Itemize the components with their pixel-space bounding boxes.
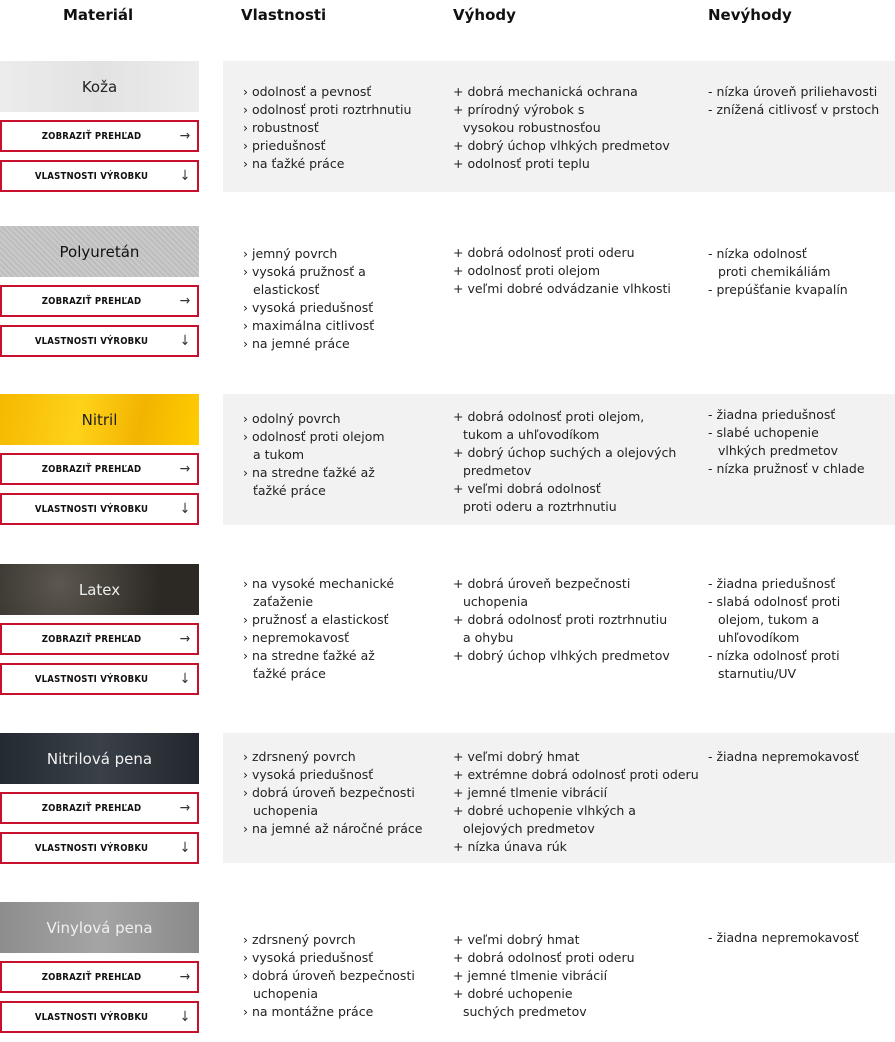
- cons-list-line: uhľovodíkom: [718, 630, 800, 645]
- pros-list-line: + veľmi dobrá odolnosť: [453, 481, 601, 496]
- pros-list-line: + odolnosť proti olejom: [453, 263, 601, 278]
- material-swatch: [0, 564, 199, 615]
- pros-list-line: + dobrý úchop vlhkých predmetov: [453, 648, 670, 663]
- pros-list-line: + dobrá odolnosť proti roztrhnutiu: [453, 612, 668, 627]
- pros-list-line: uchopenia: [463, 594, 529, 609]
- cons-list: [708, 83, 879, 119]
- pros-list-line: + nízka únava rúk: [453, 839, 567, 854]
- arrow-right-icon: →: [179, 128, 191, 144]
- material-swatch: [0, 61, 199, 112]
- pros-list: [453, 244, 671, 298]
- properties-list: [243, 575, 394, 683]
- pros-list-line: + dobrá mechanická ochrana: [453, 84, 638, 99]
- cons-list-line: olejom, tukom a: [718, 612, 820, 627]
- product-properties-button-label: VLASTNOSTI VÝROBKU: [34, 335, 149, 347]
- pros-list-line: + veľmi dobrý hmat: [453, 932, 580, 947]
- cons-list-line: - slabé uchopenie: [708, 425, 819, 440]
- pros-list: [453, 575, 670, 665]
- pros-list-line: + jemné tlmenie vibrácií: [453, 785, 608, 800]
- cons-list-line: - žiadna priedušnosť: [708, 407, 836, 422]
- properties-list-line: › dobrá úroveň bezpečnosti: [243, 785, 415, 800]
- pros-list-line: + jemné tlmenie vibrácií: [453, 968, 608, 983]
- pros-list-line: + dobrý úchop vlhkých predmetov: [453, 138, 670, 153]
- arrow-down-icon: ↓: [179, 1009, 191, 1025]
- material-row: [0, 564, 895, 733]
- material-swatch: [0, 902, 199, 953]
- cons-list-line: - žiadna nepremokavosť: [708, 930, 859, 945]
- cons-list-line: - prepúšťanie kvapalín: [708, 282, 848, 297]
- properties-list-line: › dobrá úroveň bezpečnosti: [243, 968, 415, 983]
- cons-list-line: - slabá odolnosť proti: [708, 594, 841, 609]
- properties-list: [243, 245, 374, 353]
- material-name: Nitril: [81, 410, 118, 429]
- properties-list-line: › maximálna citlivosť: [243, 318, 375, 333]
- cons-list: [708, 245, 848, 299]
- properties-list-line: › zdrsnený povrch: [243, 749, 356, 764]
- properties-list: [243, 83, 411, 173]
- pros-list-line: tukom a uhľovodíkom: [463, 427, 600, 442]
- pros-list-line: + dobré uchopenie: [453, 986, 573, 1001]
- cons-list-line: - nízka odolnosť proti: [708, 648, 840, 663]
- header-cons: Nevýhody: [708, 6, 792, 24]
- product-properties-button[interactable]: [0, 1001, 199, 1033]
- material-swatch: [0, 733, 199, 784]
- arrow-right-icon: →: [179, 969, 191, 985]
- properties-list-line: › na stredne ťažké až: [243, 465, 375, 480]
- arrow-down-icon: ↓: [179, 501, 191, 517]
- properties-list-line: › jemný povrch: [243, 246, 338, 261]
- pros-list-line: suchých predmetov: [463, 1004, 587, 1019]
- show-overview-button[interactable]: [0, 623, 199, 655]
- cons-list-line: - znížená citlivosť v prstoch: [708, 102, 880, 117]
- material-row: [0, 226, 895, 395]
- cons-list-line: - nízka úroveň priliehavosti: [708, 84, 878, 99]
- product-properties-button[interactable]: [0, 325, 199, 357]
- material-swatch: [0, 394, 199, 445]
- show-overview-button[interactable]: [0, 961, 199, 993]
- cons-list-line: - nízka pružnosť v chlade: [708, 461, 865, 476]
- product-properties-button-label: VLASTNOSTI VÝROBKU: [34, 503, 149, 515]
- show-overview-button[interactable]: [0, 120, 199, 152]
- material-row: [0, 733, 895, 863]
- pros-list-line: a ohybu: [463, 630, 514, 645]
- properties-list-line: › nepremokavosť: [243, 630, 350, 645]
- pros-list-line: + dobrá úroveň bezpečnosti: [453, 576, 631, 591]
- header-material: Materiál: [63, 6, 134, 24]
- arrow-right-icon: →: [179, 461, 191, 477]
- properties-list-line: › vysoká priedušnosť: [243, 767, 374, 782]
- properties-list-line: elastickosť: [253, 282, 320, 297]
- cons-list: [708, 929, 859, 947]
- properties-list-line: › vysoká priedušnosť: [243, 300, 374, 315]
- properties-list-line: › priedušnosť: [243, 138, 326, 153]
- properties-list-line: › odolný povrch: [243, 411, 341, 426]
- material-row: [0, 394, 895, 525]
- cons-list-line: - žiadna nepremokavosť: [708, 749, 859, 764]
- material-name: Polyuretán: [59, 242, 140, 261]
- show-overview-button-label: ZOBRAZIŤ PREHĽAD: [41, 130, 142, 142]
- product-properties-button[interactable]: [0, 663, 199, 695]
- pros-list-line: + dobrá odolnosť proti oderu: [453, 950, 635, 965]
- material-swatch: [0, 226, 199, 277]
- pros-list: [453, 748, 699, 856]
- pros-list-line: proti oderu a roztrhnutiu: [463, 499, 617, 514]
- properties-list: [243, 931, 415, 1021]
- material-row: [0, 61, 895, 192]
- properties-list-line: › na stredne ťažké až: [243, 648, 375, 663]
- pros-list-line: + odolnosť proti teplu: [453, 156, 590, 171]
- pros-list: [453, 931, 635, 1021]
- pros-list-line: + extrémne dobrá odolnosť proti oderu: [453, 767, 699, 782]
- properties-list-line: › na jemné až náročné práce: [243, 821, 423, 836]
- product-properties-button[interactable]: [0, 160, 199, 192]
- arrow-right-icon: →: [179, 293, 191, 309]
- product-properties-button-label: VLASTNOSTI VÝROBKU: [34, 842, 149, 854]
- properties-list-line: › na vysoké mechanické: [243, 576, 395, 591]
- properties-list-line: › zdrsnený povrch: [243, 932, 356, 947]
- arrow-down-icon: ↓: [179, 671, 191, 687]
- pros-list-line: + veľmi dobrý hmat: [453, 749, 580, 764]
- material-name: Latex: [78, 580, 121, 599]
- properties-list-line: uchopenia: [253, 803, 319, 818]
- header-properties: Vlastnosti: [241, 6, 327, 24]
- cons-list-line: - žiadna priedušnosť: [708, 576, 836, 591]
- properties-list-line: › robustnosť: [243, 120, 319, 135]
- pros-list-line: + dobrá odolnosť proti olejom,: [453, 409, 645, 424]
- properties-list-line: › odolnosť proti olejom: [243, 429, 385, 444]
- arrow-right-icon: →: [179, 800, 191, 816]
- cons-list: [708, 406, 865, 478]
- show-overview-button-label: ZOBRAZIŤ PREHĽAD: [41, 295, 142, 307]
- pros-list-line: + prírodný výrobok s: [453, 102, 585, 117]
- cons-list-line: - nízka odolnosť: [708, 246, 807, 261]
- header-pros: Výhody: [453, 6, 516, 24]
- pros-list-line: olejových predmetov: [463, 821, 595, 836]
- pros-list-line: + dobrá odolnosť proti oderu: [453, 245, 635, 260]
- pros-list-line: vysokou robustnosťou: [463, 120, 601, 135]
- properties-list-line: zaťaženie: [253, 594, 314, 609]
- cons-list: [708, 748, 859, 766]
- show-overview-button[interactable]: [0, 792, 199, 824]
- product-properties-button-label: VLASTNOSTI VÝROBKU: [34, 1011, 149, 1023]
- show-overview-button-label: ZOBRAZIŤ PREHĽAD: [41, 802, 142, 814]
- properties-list-line: › pružnosť a elastickosť: [243, 612, 389, 627]
- properties-list-line: a tukom: [253, 447, 305, 462]
- properties-list: [243, 410, 385, 500]
- arrow-down-icon: ↓: [179, 333, 191, 349]
- cons-list-line: proti chemikáliám: [718, 264, 831, 279]
- show-overview-button-label: ZOBRAZIŤ PREHĽAD: [41, 971, 142, 983]
- show-overview-button-label: ZOBRAZIŤ PREHĽAD: [41, 463, 142, 475]
- arrow-right-icon: →: [179, 631, 191, 647]
- show-overview-button-label: ZOBRAZIŤ PREHĽAD: [41, 633, 142, 645]
- arrow-down-icon: ↓: [179, 168, 191, 184]
- show-overview-button[interactable]: [0, 285, 199, 317]
- properties-list-line: › vysoká priedušnosť: [243, 950, 374, 965]
- pros-list-line: predmetov: [463, 463, 532, 478]
- properties-list-line: ťažké práce: [253, 666, 326, 681]
- pros-list-line: + veľmi dobré odvádzanie vlhkosti: [453, 281, 671, 296]
- properties-list-line: uchopenia: [253, 986, 319, 1001]
- properties-list-line: › odolnosť proti roztrhnutiu: [243, 102, 412, 117]
- cons-list-line: vlhkých predmetov: [718, 443, 838, 458]
- cons-list-line: starnutiu/UV: [718, 666, 797, 681]
- properties-list-line: › vysoká pružnosť a: [243, 264, 366, 279]
- properties-list-line: › na ťažké práce: [243, 156, 345, 171]
- pros-list: [453, 408, 676, 516]
- pros-list-line: + dobrý úchop suchých a olejových: [453, 445, 677, 460]
- cons-list: [708, 575, 840, 683]
- properties-list-line: › na jemné práce: [243, 336, 350, 351]
- show-overview-button[interactable]: [0, 453, 199, 485]
- material-name: Nitrilová pena: [46, 749, 153, 768]
- product-properties-button[interactable]: [0, 493, 199, 525]
- properties-list-line: › odolnosť a pevnosť: [243, 84, 372, 99]
- material-name: Koža: [81, 77, 118, 96]
- product-properties-button-label: VLASTNOSTI VÝROBKU: [34, 673, 149, 685]
- pros-list-line: + dobré uchopenie vlhkých a: [453, 803, 636, 818]
- properties-list-line: ťažké práce: [253, 483, 326, 498]
- pros-list: [453, 83, 670, 173]
- properties-list: [243, 748, 423, 838]
- properties-list-line: › na montážne práce: [243, 1004, 374, 1019]
- material-name: Vinylová pena: [46, 918, 153, 937]
- arrow-down-icon: ↓: [179, 840, 191, 856]
- material-row: [0, 902, 895, 1042]
- product-properties-button-label: VLASTNOSTI VÝROBKU: [34, 170, 149, 182]
- product-properties-button[interactable]: [0, 832, 199, 864]
